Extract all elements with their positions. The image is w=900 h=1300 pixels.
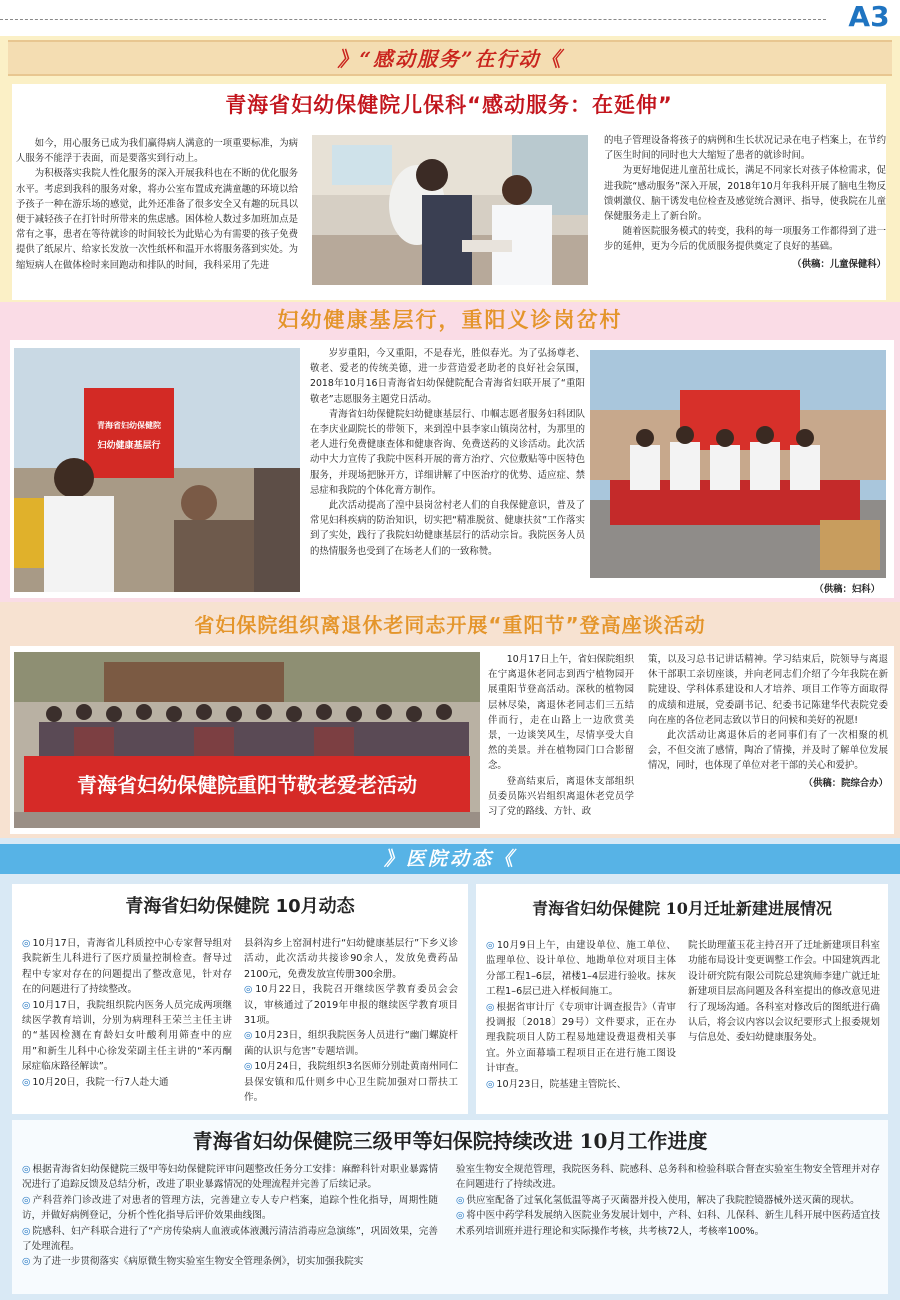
article-column-right <box>604 133 886 272</box>
news-item: ◎ 10月24日，我院组织3名医师分别赴黄南州同仁县保安镇和瓜什则乡中心卫生院加强对口帮扶工作。 <box>244 1059 458 1105</box>
article-column-left <box>16 136 298 273</box>
news-item: ◎ 根据青海省妇幼保健院三级甲等妇幼保健院评审问题整改任务分工安排：麻醉科针对职业暴露情况进行了追踪反馈及总结分析，改进了职业暴露情况的处理流程并完善了后续记录。 <box>22 1162 438 1193</box>
news-column <box>22 936 232 1090</box>
paragraph: 登高结束后，离退休支部组织员委员陈兴岩组织离退休老党员学习了党的路线、方针、政 <box>488 775 634 818</box>
paragraph: 青海省妇幼保健院妇幼健康基层行、巾帼志愿者服务妇科团队在李庆业副院长的带领下，来到湟中县李家山镇岗岔村，为那里的老人进行免费健康查体和健康咨询、免费送药的义诊活动。此次活动中大力宣传了我院中医科开展的膏方治疗、穴位敷贴等中医特色服务，并现场把脉开方，详细讲解了中医治疗的优势、适应症、禁忌症和我院的个体化膏方制作。 <box>310 408 585 496</box>
paragraph: 策，以及习总书记讲话精神。学习结束后，院领导与离退休干部职工亲切座谈，并向老同志们介绍了今年我院在新院建设、学科体系建设和人才培养、项目工作等方面取得的成绩和进展，党委副书记、纪委书记陈建华代表院党委向在座的各位老同志致以节日的问候和美好的祝愿! <box>648 654 888 726</box>
paragraph: 此次活动让离退休后的老同事们有了一次相聚的机会，不但交流了感情，陶冶了情操，并及时了解单位发展情况，同时，也体现了单位对老干部的关心和爱护。 <box>648 730 888 772</box>
paragraph: 岁岁重阳，今又重阳，不是春光，胜似春光。为了弘扬尊老、敬老、爱老的传统美德，进一步营造爱老助老的良好社会氛围，2018年10月16日青海省妇幼保健院配合青海省妇联开展了“重阳敬老”志愿服务主题党日活动。 <box>310 348 585 405</box>
banner-text: 》医院动态《 <box>383 848 516 870</box>
paragraph: 为积极落实我院人性化服务的深入开展我科也在不断的优化服务水平。考虑到我科的服务对象，将办公室布置成充满童趣的环境以给予孩子一种在游乐场的感觉，此外还准备了很多安全又有趣的玩具以便于减轻孩子在打针时所带来的焦虑感。困体检人数过多加班加点是常有之事，患者在等待就诊的时间较长为此贴心为有需要的孩子免费提供了纸尿片、给家长发放一次性纸杯和温开水将服务落到实处。为缩短病人在做体检时来回跑动和排队的时间，我科采用了先进 <box>16 168 298 271</box>
banner-text: 》“感动服务”在行动《 <box>337 47 563 71</box>
news-item: ◎ 10月17日，青海省儿科质控中心专家督导组对我院新生儿科进行了医疗质量控制检查。督导过程中专家对存在的问题提出了整改意见，针对存在的问题进行了持续整改。 <box>22 936 232 998</box>
news-column <box>22 1162 438 1270</box>
paragraph: 随着医院服务模式的转变，我科的每一项服务工作都得到了进一步的延伸，更为今后的优质服务提供奠定了良好的基础。 <box>604 226 886 253</box>
photo-free-clinic-pulse <box>14 348 300 592</box>
photo-doctor-examining-child <box>312 135 588 285</box>
news-item: 县斜沟乡上窑洞村进行“妇幼健康基层行”下乡义诊活动，此次活动共接诊90余人，发放免费药品2100元，免费发放宣传册300余册。 <box>244 938 458 980</box>
section-banner-service <box>8 40 892 76</box>
news-item: ◎ 产科营养门诊改进了对患者的管理方法，完善建立专人专户档案，追踪个性化指导，周期性随访，并做好病例登记，分析个性化指导后评价效果曲线图。 <box>22 1193 438 1224</box>
header-rule <box>0 19 826 20</box>
paragraph: 如今，用心服务已成为我们赢得病人满意的一项重要标准，为病人服务不能浮于表面，而是要落实到行动上。 <box>16 138 298 165</box>
news-column <box>486 938 676 1092</box>
article-credit: （供稿：院综合办） <box>803 777 888 789</box>
news-column <box>688 938 880 1046</box>
article-credit: （供稿：妇科） <box>814 584 880 595</box>
paragraph: 的电子管理设备将孩子的病例和生长状况记录在电子档案上，在节约了医生时间的同时也大大缩短了患者的就诊时间。 <box>604 135 886 162</box>
news-item: ◎ 为了进一步贯彻落实《病原微生物实验室生物安全管理条例》，切实加强我院实 <box>22 1254 438 1269</box>
news-title-construction: 青海省妇幼保健院 10月迁址新建进展情况 <box>532 899 832 918</box>
article-title-retirees: 省妇保院组织离退休老同志开展“重阳节”登高座谈活动 <box>194 613 706 637</box>
paragraph: 此次活动提高了湟中县岗岔村老人们的自我保健意识，普及了常见妇科疾病的防治知识，切实把“精准脱贫、健康扶贫”工作落实到了实处，践行了我院妇幼健康基层行的活动宗旨。我院医务人员的热情服务也受到了在场老人们的一致称赞。 <box>310 500 585 557</box>
article-credit: （供稿：儿童保健科） <box>792 258 886 270</box>
news-item: ◎ 10月23日，院基建主管院长、 <box>486 1077 676 1092</box>
news-item: ◎ 院感科、妇产科联合进行了“产房传染病人血液或体液溅污清洁消毒应急演练”，巩固效果，完善了处理流程。 <box>22 1224 438 1255</box>
article-title-service: 青海省妇幼保健院儿保科“感动服务：在延伸” <box>225 93 673 117</box>
news-item: ◎ 10月9日上午，由建设单位、施工单位、监理单位、设计单位、地勘单位对项目主体分部工程1–6层，裙楼1–4层进行验收。抹灰工程1–6层已进入样板间施工。 <box>486 938 676 1000</box>
article-column-retirees-right <box>648 652 888 791</box>
news-item: ◎ 10月23日，组织我院医务人员进行“幽门螺旋杆菌的认识与危害”专题培训。 <box>244 1028 458 1059</box>
news-column <box>244 936 458 1105</box>
article-column-clinic <box>310 346 585 559</box>
news-column <box>456 1162 880 1239</box>
news-item: ◎ 10月20日，我院一行7人赴大通 <box>22 1075 232 1090</box>
photo-retirees-group <box>14 652 480 828</box>
photo-volunteer-team <box>590 350 886 578</box>
banner-activity-text: 青海省妇幼保健院重阳节敬老爱老活动 <box>77 773 417 797</box>
paragraph: 为更好地促进儿童茁壮成长，满足不同家长对孩子体检需求，促进我院“感动服务”深入开展，2018年10月年我科开展了脑电生物反馈刺激仪、脑干诱发电位检查及感觉统合测评、指导，使我院在儿童保健服务走上了新台阶。 <box>604 165 886 223</box>
sign-campaign: 妇幼健康基层行 <box>97 441 161 451</box>
page-number: A3 <box>838 0 900 34</box>
news-item: ◎ 供应室配备了过氧化氢低温等离子灭菌器并投入使用，解决了我院腔镜器械外送灭菌的现状。 <box>456 1193 880 1208</box>
paragraph: 10月17日上午，省妇保院组织在宁离退休老同志到西宁植物园开展重阳节登高活动。深秋的植物园层林尽染，离退休老同志们三五结伴而行，走在山路上一边欣赏美景，一边谈笑风生，尽情享受大自然的美景。并在植物园门口合影留念。 <box>488 654 634 772</box>
sign-hospital-name: 青海省妇幼保健院 <box>97 421 161 430</box>
section-banner-hospital-news <box>0 844 900 874</box>
news-item: ◎ 将中医中药学科发展纳入医院业务发展计划中，产科、妇科、儿保科、新生儿科开展中医药适宜技术系列培训班并进行理论和实际操作考核，共考核72人，考核率100%。 <box>456 1208 880 1239</box>
article-credit-clinic-wrap <box>590 580 880 597</box>
news-title-monthly: 青海省妇幼保健院 10月动态 <box>125 896 355 917</box>
article-column-retirees-mid <box>488 652 634 819</box>
news-item: 验室生物安全规范管理，我院医务科、院感科、总务科和检验科联合督查实验室生物安全管理并对存在问题进行了持续改进。 <box>456 1164 880 1191</box>
article-title-clinic: 妇幼健康基层行，重阳义诊岗岔村 <box>277 308 623 332</box>
news-item: 院长助理董玉花主持召开了迁址新建项目科室功能布局设计变更调整工作会。中国建筑西北设计研究院有限公司院总建筑师李建广就迁址新建项目层高问题及各科室提出的修改意见进行了现场沟通。各科室对修改后的图纸进行确认后，将会议内容以会议纪要形式上报委规划与信息处、委妇幼健康服务处。 <box>688 940 880 1044</box>
news-item: ◎ 根据省审计厅《专项审计调查报告》（青审投调报〔2018〕29号）文件要求，正在办理我院项目人防工程易地建设费退费相关事宜。外立面幕墙工程项目正在进行施工图设计审查。 <box>486 1000 676 1077</box>
news-item: ◎ 10月22日，我院召开继续医学教育委员会会议，审核通过了2019年申报的继续医学教育项目31项。 <box>244 982 458 1028</box>
news-title-progress: 青海省妇幼保健院三级甲等妇保院持续改进 10月工作进度 <box>192 1129 708 1153</box>
news-item: ◎ 10月17日，我院组织院内医务人员完成两项继续医学教育培训，分别为病理科王荣兰主任主讲的“基因检测在育龄妇女叶酸利用筛查中的应用”和新生儿科中心徐发荣副主任主讲的“苯丙酮尿症临床路径解读”。 <box>22 998 232 1075</box>
